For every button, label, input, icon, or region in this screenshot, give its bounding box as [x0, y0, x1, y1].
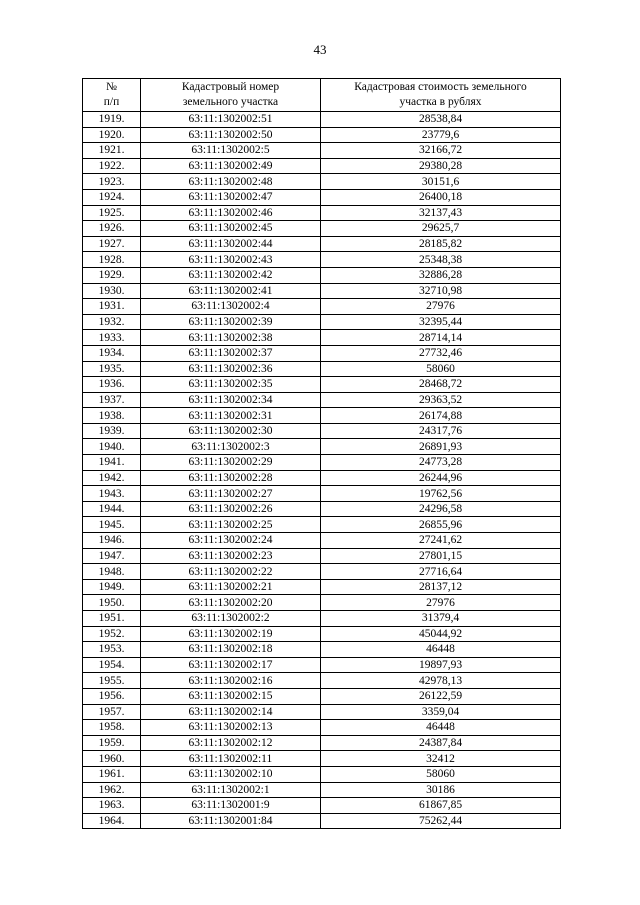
- row-number: 1948.: [83, 564, 141, 580]
- cadastral-number: 63:11:1302002:15: [141, 688, 321, 704]
- cadastral-value: 25348,38: [321, 252, 561, 268]
- row-number: 1934.: [83, 345, 141, 361]
- cadastral-number: 63:11:1302001:9: [141, 798, 321, 814]
- row-number: 1956.: [83, 688, 141, 704]
- row-number: 1951.: [83, 611, 141, 627]
- cadastral-number: 63:11:1302002:25: [141, 517, 321, 533]
- row-number: 1941.: [83, 455, 141, 471]
- cadastral-value: 27801,15: [321, 548, 561, 564]
- cadastral-value: 31379,4: [321, 611, 561, 627]
- cadastral-number: 63:11:1302002:50: [141, 127, 321, 143]
- cadastral-number: 63:11:1302002:3: [141, 439, 321, 455]
- cadastral-number: 63:11:1302002:46: [141, 205, 321, 221]
- cadastral-value: 26244,96: [321, 470, 561, 486]
- cadastral-value: 19897,93: [321, 657, 561, 673]
- cadastral-number: 63:11:1302001:84: [141, 813, 321, 829]
- cadastral-value: 42978,13: [321, 673, 561, 689]
- cadastral-number: 63:11:1302002:30: [141, 423, 321, 439]
- row-number: 1931.: [83, 299, 141, 315]
- table-row: [83, 423, 561, 439]
- cadastral-number: 63:11:1302002:18: [141, 642, 321, 658]
- table-row: [83, 314, 561, 330]
- cadastral-number: 63:11:1302002:22: [141, 564, 321, 580]
- cadastral-value: 28468,72: [321, 377, 561, 393]
- cadastral-value: 30186: [321, 782, 561, 798]
- table-row: [83, 127, 561, 143]
- cadastral-value: 27241,62: [321, 533, 561, 549]
- cadastral-number: 63:11:1302002:47: [141, 189, 321, 205]
- row-number: 1927.: [83, 236, 141, 252]
- cadastral-number: 63:11:1302002:2: [141, 611, 321, 627]
- row-number: 1962.: [83, 782, 141, 798]
- cadastral-value: 29363,52: [321, 392, 561, 408]
- cadastral-value: 23779,6: [321, 127, 561, 143]
- cadastral-number: 63:11:1302002:16: [141, 673, 321, 689]
- table-row: [83, 813, 561, 829]
- table-row: [83, 548, 561, 564]
- cadastral-number: 63:11:1302002:29: [141, 455, 321, 471]
- row-number: 1952.: [83, 626, 141, 642]
- cadastral-value: 30151,6: [321, 174, 561, 190]
- cadastral-value: 24296,58: [321, 501, 561, 517]
- cadastral-value: 28185,82: [321, 236, 561, 252]
- row-number: 1954.: [83, 657, 141, 673]
- table-row: [83, 673, 561, 689]
- cadastral-number: 63:11:1302002:48: [141, 174, 321, 190]
- cadastral-number: 63:11:1302002:19: [141, 626, 321, 642]
- cadastral-number: 63:11:1302002:24: [141, 533, 321, 549]
- row-number: 1935.: [83, 361, 141, 377]
- cadastral-value: 28538,84: [321, 112, 561, 128]
- cadastral-number: 63:11:1302002:39: [141, 314, 321, 330]
- row-number: 1963.: [83, 798, 141, 814]
- cadastral-value: 32412: [321, 751, 561, 767]
- cadastral-table: [82, 78, 561, 829]
- row-number: 1947.: [83, 548, 141, 564]
- row-number: 1961.: [83, 766, 141, 782]
- table-row: [83, 143, 561, 159]
- cadastral-number: 63:11:1302002:13: [141, 720, 321, 736]
- cadastral-value: 26891,93: [321, 439, 561, 455]
- table-row: [83, 408, 561, 424]
- table-row: [83, 611, 561, 627]
- cadastral-value: 46448: [321, 642, 561, 658]
- cadastral-number: 63:11:1302002:49: [141, 158, 321, 174]
- table-row: [83, 236, 561, 252]
- cadastral-value: 26174,88: [321, 408, 561, 424]
- row-number: 1946.: [83, 533, 141, 549]
- cadastral-value: 26400,18: [321, 189, 561, 205]
- row-number: 1949.: [83, 579, 141, 595]
- cadastral-number: 63:11:1302002:43: [141, 252, 321, 268]
- cadastral-number: 63:11:1302002:17: [141, 657, 321, 673]
- cadastral-value: 45044,92: [321, 626, 561, 642]
- table-row: [83, 642, 561, 658]
- row-number: 1921.: [83, 143, 141, 159]
- row-number: 1959.: [83, 735, 141, 751]
- cadastral-value: 32886,28: [321, 267, 561, 283]
- row-number: 1933.: [83, 330, 141, 346]
- table-row: [83, 533, 561, 549]
- cadastral-value: 75262,44: [321, 813, 561, 829]
- table-row: [83, 283, 561, 299]
- cadastral-value: 32395,44: [321, 314, 561, 330]
- row-number: 1929.: [83, 267, 141, 283]
- table-row: [83, 330, 561, 346]
- row-number: 1936.: [83, 377, 141, 393]
- cadastral-number: 63:11:1302002:42: [141, 267, 321, 283]
- table-body: [83, 112, 561, 829]
- cadastral-number: 63:11:1302002:37: [141, 345, 321, 361]
- cadastral-value: 29380,28: [321, 158, 561, 174]
- row-number: 1919.: [83, 112, 141, 128]
- row-number: 1950.: [83, 595, 141, 611]
- cadastral-number: 63:11:1302002:27: [141, 486, 321, 502]
- table-row: [83, 595, 561, 611]
- cadastral-number: 63:11:1302002:35: [141, 377, 321, 393]
- cadastral-number: 63:11:1302002:28: [141, 470, 321, 486]
- header-cadastral-number: Кадастровый номер земельного участка: [141, 79, 321, 112]
- cadastral-value: 26122,59: [321, 688, 561, 704]
- cadastral-number: 63:11:1302002:20: [141, 595, 321, 611]
- cadastral-number: 63:11:1302002:26: [141, 501, 321, 517]
- table-row: [83, 798, 561, 814]
- cadastral-number: 63:11:1302002:38: [141, 330, 321, 346]
- cadastral-number: 63:11:1302002:23: [141, 548, 321, 564]
- row-number: 1957.: [83, 704, 141, 720]
- row-number: 1960.: [83, 751, 141, 767]
- cadastral-number: 63:11:1302002:51: [141, 112, 321, 128]
- cadastral-number: 63:11:1302002:45: [141, 221, 321, 237]
- row-number: 1958.: [83, 720, 141, 736]
- table-row: [83, 299, 561, 315]
- row-number: 1930.: [83, 283, 141, 299]
- cadastral-value: 32137,43: [321, 205, 561, 221]
- table-row: [83, 657, 561, 673]
- cadastral-number: 63:11:1302002:12: [141, 735, 321, 751]
- cadastral-number: 63:11:1302002:41: [141, 283, 321, 299]
- cadastral-value: 28714,14: [321, 330, 561, 346]
- cadastral-value: 58060: [321, 361, 561, 377]
- table-row: [83, 252, 561, 268]
- table-row: [83, 455, 561, 471]
- cadastral-value: 29625,7: [321, 221, 561, 237]
- row-number: 1943.: [83, 486, 141, 502]
- row-number: 1940.: [83, 439, 141, 455]
- row-number: 1937.: [83, 392, 141, 408]
- table-row: [83, 564, 561, 580]
- table-row: [83, 720, 561, 736]
- page-number: 43: [313, 42, 327, 57]
- table-row: [83, 486, 561, 502]
- cadastral-value: 27732,46: [321, 345, 561, 361]
- table-row: [83, 205, 561, 221]
- row-number: 1945.: [83, 517, 141, 533]
- row-number: 1924.: [83, 189, 141, 205]
- cadastral-number: 63:11:1302002:10: [141, 766, 321, 782]
- table-row: [83, 626, 561, 642]
- table-row: [83, 704, 561, 720]
- table-row: [83, 174, 561, 190]
- row-number: 1939.: [83, 423, 141, 439]
- table-row: [83, 688, 561, 704]
- table-row: [83, 501, 561, 517]
- header-number: № п/п: [83, 79, 141, 112]
- table-row: [83, 751, 561, 767]
- cadastral-value: 32710,98: [321, 283, 561, 299]
- table-row: [83, 361, 561, 377]
- table-row: [83, 766, 561, 782]
- cadastral-number: 63:11:1302002:21: [141, 579, 321, 595]
- cadastral-value: 19762,56: [321, 486, 561, 502]
- cadastral-number: 63:11:1302002:36: [141, 361, 321, 377]
- cadastral-value: 27716,64: [321, 564, 561, 580]
- row-number: 1928.: [83, 252, 141, 268]
- cadastral-number: 63:11:1302002:4: [141, 299, 321, 315]
- table-row: [83, 158, 561, 174]
- row-number: 1926.: [83, 221, 141, 237]
- cadastral-number: 63:11:1302002:14: [141, 704, 321, 720]
- row-number: 1955.: [83, 673, 141, 689]
- table-row: [83, 735, 561, 751]
- cadastral-number: 63:11:1302002:31: [141, 408, 321, 424]
- cadastral-value: 24387,84: [321, 735, 561, 751]
- cadastral-value: 28137,12: [321, 579, 561, 595]
- cadastral-value: 58060: [321, 766, 561, 782]
- cadastral-value: 27976: [321, 595, 561, 611]
- row-number: 1964.: [83, 813, 141, 829]
- cadastral-number: 63:11:1302002:34: [141, 392, 321, 408]
- row-number: 1920.: [83, 127, 141, 143]
- cadastral-number: 63:11:1302002:1: [141, 782, 321, 798]
- row-number: 1938.: [83, 408, 141, 424]
- row-number: 1922.: [83, 158, 141, 174]
- table-row: [83, 517, 561, 533]
- table-row: [83, 782, 561, 798]
- cadastral-value: 3359,04: [321, 704, 561, 720]
- table-row: [83, 392, 561, 408]
- table-row: [83, 345, 561, 361]
- cadastral-number: 63:11:1302002:5: [141, 143, 321, 159]
- cadastral-value: 27976: [321, 299, 561, 315]
- table-header-row: [83, 79, 561, 112]
- row-number: 1944.: [83, 501, 141, 517]
- header-cadastral-value: Кадастровая стоимость земельного участка в рублях: [321, 79, 561, 112]
- cadastral-value: 26855,96: [321, 517, 561, 533]
- table-row: [83, 267, 561, 283]
- table-row: [83, 377, 561, 393]
- table-row: [83, 439, 561, 455]
- table-row: [83, 189, 561, 205]
- row-number: 1953.: [83, 642, 141, 658]
- row-number: 1925.: [83, 205, 141, 221]
- row-number: 1923.: [83, 174, 141, 190]
- cadastral-value: 24773,28: [321, 455, 561, 471]
- table-row: [83, 221, 561, 237]
- cadastral-number: 63:11:1302002:44: [141, 236, 321, 252]
- cadastral-value: 46448: [321, 720, 561, 736]
- cadastral-number: 63:11:1302002:11: [141, 751, 321, 767]
- table-row: [83, 112, 561, 128]
- cadastral-value: 32166,72: [321, 143, 561, 159]
- cadastral-value: 24317,76: [321, 423, 561, 439]
- row-number: 1942.: [83, 470, 141, 486]
- row-number: 1932.: [83, 314, 141, 330]
- table-row: [83, 579, 561, 595]
- cadastral-value: 61867,85: [321, 798, 561, 814]
- table-row: [83, 470, 561, 486]
